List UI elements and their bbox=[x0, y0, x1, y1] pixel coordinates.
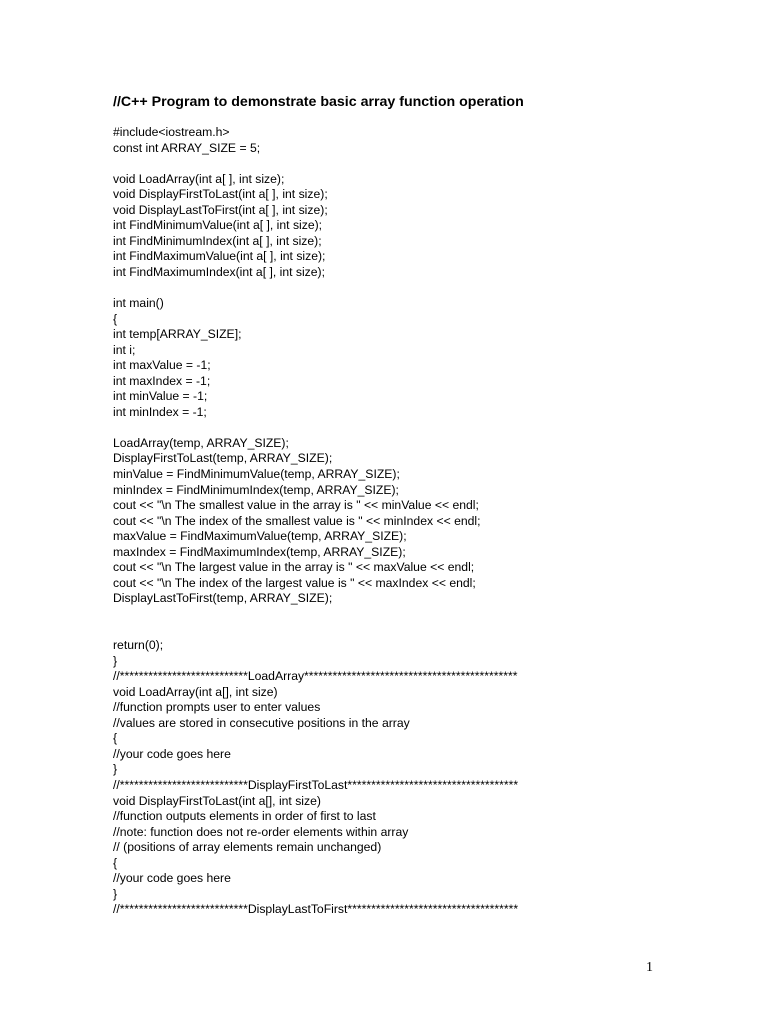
code-line: } bbox=[113, 762, 118, 777]
code-line bbox=[113, 607, 518, 623]
code-line: cout << "\n The index of the largest value is " << maxIndex << endl; bbox=[113, 575, 476, 590]
code-line: maxValue = FindMaximumValue(temp, ARRAY_SIZE); bbox=[113, 529, 407, 544]
code-line: void DisplayFirstToLast(int a[ ], int size); bbox=[113, 187, 328, 202]
code-line: int main() bbox=[113, 296, 164, 311]
page-title: //C++ Program to demonstrate basic array function operation bbox=[113, 94, 524, 110]
code-line: // (positions of array elements remain unchanged) bbox=[113, 840, 382, 855]
code-line: { bbox=[113, 855, 118, 870]
code-line: DisplayLastToFirst(temp, ARRAY_SIZE); bbox=[113, 591, 333, 606]
code-line bbox=[113, 420, 518, 436]
code-line: int maxValue = -1; bbox=[113, 358, 211, 373]
code-line: return(0); bbox=[113, 638, 164, 653]
code-line: int minIndex = -1; bbox=[113, 404, 207, 419]
code-line: //***************************LoadArray********************************************* bbox=[113, 669, 518, 684]
code-line: int FindMaximumValue(int a[ ], int size); bbox=[113, 249, 326, 264]
code-line: minValue = FindMinimumValue(temp, ARRAY_SIZE); bbox=[113, 467, 400, 482]
code-line: cout << "\n The largest value in the array is " << maxValue << endl; bbox=[113, 560, 475, 575]
code-line: void LoadArray(int a[], int size) bbox=[113, 684, 278, 699]
code-line: cout << "\n The smallest value in the array is " << minValue << endl; bbox=[113, 498, 479, 513]
code-line: //function outputs elements in order of first to last bbox=[113, 809, 376, 824]
code-line bbox=[113, 623, 518, 639]
code-line: int maxIndex = -1; bbox=[113, 373, 211, 388]
code-line: } bbox=[113, 886, 118, 901]
code-line: int i; bbox=[113, 342, 136, 357]
code-line: void DisplayLastToFirst(int a[ ], int size); bbox=[113, 202, 328, 217]
code-line: //function prompts user to enter values bbox=[113, 700, 321, 715]
code-line: //***************************DisplayFirstToLast************************************ bbox=[113, 777, 519, 792]
code-line: maxIndex = FindMaximumIndex(temp, ARRAY_SIZE); bbox=[113, 544, 406, 559]
code-line: int FindMinimumValue(int a[ ], int size); bbox=[113, 218, 323, 233]
code-line: //values are stored in consecutive positions in the array bbox=[113, 715, 410, 730]
code-line: cout << "\n The index of the smallest value is " << minIndex << endl; bbox=[113, 513, 481, 528]
code-line: DisplayFirstToLast(temp, ARRAY_SIZE); bbox=[113, 451, 333, 466]
code-line: { bbox=[113, 731, 118, 746]
code-line: int minValue = -1; bbox=[113, 389, 208, 404]
code-line: { bbox=[113, 311, 118, 326]
code-line: #include<iostream.h> bbox=[113, 125, 230, 139]
code-line: } bbox=[113, 653, 118, 668]
code-line: const int ARRAY_SIZE = 5; bbox=[113, 140, 261, 155]
code-line: //your code goes here bbox=[113, 746, 231, 761]
code-line: int temp[ARRAY_SIZE]; bbox=[113, 327, 242, 342]
code-line: //note: function does not re-order elements within array bbox=[113, 824, 409, 839]
code-line: minIndex = FindMinimumIndex(temp, ARRAY_SIZE); bbox=[113, 482, 399, 497]
code-line: //your code goes here bbox=[113, 871, 231, 886]
page-number: 1 bbox=[646, 960, 653, 975]
code-line bbox=[113, 156, 518, 172]
code-line: void LoadArray(int a[ ], int size); bbox=[113, 171, 285, 186]
code-line: void DisplayFirstToLast(int a[], int size) bbox=[113, 793, 321, 808]
code-block bbox=[113, 125, 518, 918]
code-line bbox=[113, 280, 518, 296]
code-line: //***************************DisplayLastToFirst************************************ bbox=[113, 902, 519, 917]
code-line: int FindMaximumIndex(int a[ ], int size); bbox=[113, 264, 325, 279]
code-line: int FindMinimumIndex(int a[ ], int size); bbox=[113, 233, 322, 248]
code-line: LoadArray(temp, ARRAY_SIZE); bbox=[113, 435, 289, 450]
